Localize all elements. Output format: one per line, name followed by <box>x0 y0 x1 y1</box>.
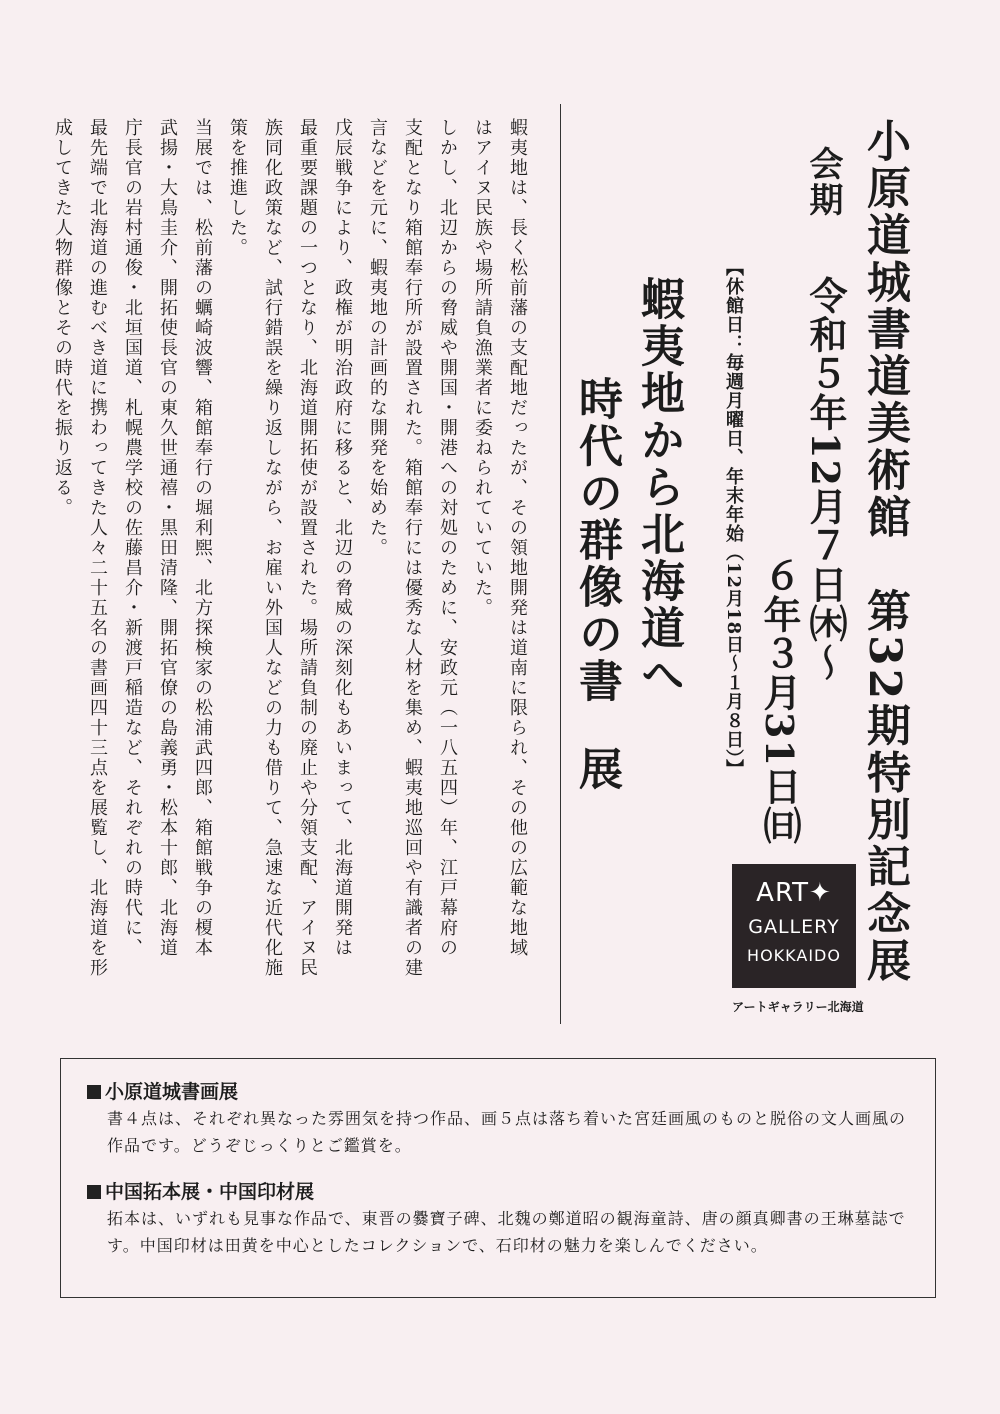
body-column: 成してきた人物群像とその時代を振り返る。 <box>52 118 73 518</box>
body-column: 言などを元に、蝦夷地の計画的な開発を始めた。 <box>367 118 388 558</box>
logo-gallery-text: GALLERY <box>748 916 840 938</box>
logo-caption: アートギャラリー北海道 <box>732 1000 864 1014</box>
section-heading-text: 小原道城書画展 <box>105 1081 239 1103</box>
period-start: 令和５年12月７日㈭～ <box>803 276 848 682</box>
section-text-calligraphy: 書４点は、それぞれ異なった雰囲気を持つ作品、画５点は落ち着いた宮廷画風のものと脱俗の文人画風の作品です。どうぞじっくりとご鑑賞を。 <box>107 1109 907 1155</box>
body-column: 蝦夷地は、長く松前藩の支配地だったが、その領地開発は道南に限られ、その他の広範な地域 <box>507 118 528 958</box>
logo-art-text: ART✦ <box>756 878 832 908</box>
body-column: 最重要課題の一つとなり、北海道開拓使が設置された。場所請負制の廃止や分領支配、アイヌ民 <box>297 118 318 978</box>
body-column: 族同化政策など、試行錯誤を繰り返しながら、お雇い外国人などの力も借りて、急速な近代化施 <box>262 118 283 978</box>
exhibition-subtitle-line-1: 蝦夷地から北海道へ <box>633 276 684 699</box>
square-bullet-icon <box>87 1185 101 1199</box>
section-heading-text: 中国拓本展・中国印材展 <box>105 1181 315 1203</box>
period-end: ６年３月31日㈰ <box>757 556 802 845</box>
period-label: 会期 <box>803 146 843 218</box>
logo-hokkaido-text: HOKKAIDO <box>747 946 841 965</box>
closed-days-note: 【休館日：毎週月曜日、年末年始（12月18日～１月８日）】 <box>723 258 744 779</box>
body-column: 当展では、松前藩の蠣崎波響、箱館奉行の堀利煕、北方探検家の松浦武四郎、箱館戦争の榎本 <box>192 118 213 958</box>
body-column: 戊辰戦争により、政権が明治政府に移ると、北辺の脅威の深刻化もあいまって、北海道開発は <box>332 118 353 958</box>
section-heading-calligraphy <box>87 1077 238 1104</box>
section-text-rubbings: 拓本は、いずれも見事な作品で、東晋の爨寶子碑、北魏の鄭道昭の観海童詩、唐の顔真卿書の王琳墓誌です。中国印材は田黄を中心としたコレクションで、石印材の魅力を楽しんでください。 <box>107 1209 906 1255</box>
main-title: 小原道城書道美術館 第32期特別記念展 <box>859 118 910 985</box>
body-column: 支配となり箱館奉行所が設置された。箱館奉行には優秀な人材を集め、蝦夷地巡回や有識者の建 <box>402 118 423 978</box>
body-column: 武揚・大鳥圭介、開拓使長官の東久世通禧・黒田清隆、開拓官僚の島義勇・松本十郎、北海道 <box>157 118 178 958</box>
body-column: しかし、北辺からの脅威や開国・開港への対処のために、安政元（一八五四）年、江戸幕府の <box>437 118 458 958</box>
section-heading-rubbings <box>87 1177 314 1204</box>
exhibition-subtitle-line-2: 時代の群像の書 <box>571 376 622 705</box>
body-column: はアイヌ民族や場所請負漁業者に委ねられていていた。 <box>472 118 493 618</box>
body-column: 庁長官の岩村通俊・北垣国道、札幌農学校の佐藤昌介・新渡戸稲造など、それぞれの時代に、 <box>122 118 143 958</box>
body-column: 最先端で北海道の進むべき道に携わってきた人々二十五名の書画四十三点を展覧し、北海道を形 <box>87 118 108 978</box>
body-column: 策を推進した。 <box>227 118 248 258</box>
notice-box <box>60 1058 936 1298</box>
column-divider <box>560 104 561 1024</box>
square-bullet-icon <box>87 1085 101 1099</box>
exhibition-subtitle-line-3: 展 <box>571 746 622 790</box>
gallery-logo <box>732 864 856 988</box>
